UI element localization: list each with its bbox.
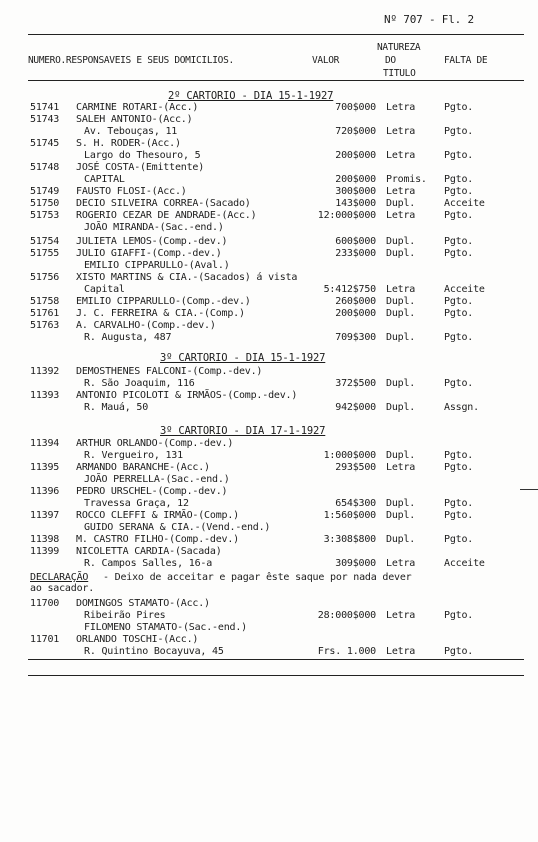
entry-number: 51745: [30, 138, 60, 149]
entry-valor: 700$000: [335, 102, 376, 113]
entry-natureza: Dupl.: [386, 198, 416, 209]
entry-valor: 942$000: [335, 402, 376, 413]
entry-text: R. Augusta, 487: [84, 332, 172, 343]
entry-falta: Pgto.: [444, 308, 474, 319]
entry-falta: Pgto.: [444, 296, 474, 307]
entry-text: ARTHUR ORLANDO-(Comp.-dev.): [76, 438, 234, 449]
entry-number: 11398: [30, 534, 60, 545]
entry-natureza: Letra: [386, 646, 416, 657]
entry-natureza: Dupl.: [386, 308, 416, 319]
entry-text: DECIO SILVEIRA CORREA-(Sacado): [76, 198, 251, 209]
entry-text: DOMINGOS STAMATO-(Acc.): [76, 598, 210, 609]
declaracao-text-2: ao sacador.: [30, 583, 95, 594]
entry-text: R. Mauá, 50: [84, 402, 149, 413]
declaracao-label: DECLARAÇÃO: [30, 572, 89, 583]
entry-falta: Assgn.: [444, 402, 479, 413]
entry-natureza: Dupl.: [386, 296, 416, 307]
entry-valor: 372$500: [335, 378, 376, 389]
entry-number: 51748: [30, 162, 60, 173]
entry-natureza: Dupl.: [386, 498, 416, 509]
entry-falta: Pgto.: [444, 378, 474, 389]
entry-valor: 709$300: [335, 332, 376, 343]
entry-text: PEDRO URSCHEL-(Comp.-dev.): [76, 486, 228, 497]
entry-natureza: Dupl.: [386, 378, 416, 389]
entry-number: 11395: [30, 462, 60, 473]
entry-number: 51743: [30, 114, 60, 125]
entry-text: JOÃO MIRANDA-(Sac.-end.): [84, 222, 224, 233]
entry-natureza: Letra: [386, 284, 416, 295]
entry-text: R. Campos Salles, 16-a: [84, 558, 213, 569]
entry-falta: Pgto.: [444, 534, 474, 545]
entry-valor: 720$000: [335, 126, 376, 137]
entry-text: FAUSTO FLOSI-(Acc.): [76, 186, 187, 197]
entry-natureza: Letra: [386, 102, 416, 113]
entry-text: NICOLETTA CARDIA-(Sacada): [76, 546, 222, 557]
entry-number: 51756: [30, 272, 60, 283]
entry-natureza: Promis.: [386, 174, 427, 185]
declaracao-text: - Deixo de acceitar e pagar êste saque por nada dever: [103, 572, 412, 583]
bottom-rule: [28, 675, 524, 676]
entry-valor: 3:308$800: [323, 534, 376, 545]
entry-text: Av. Tebouças, 11: [84, 126, 178, 137]
entry-natureza: Letra: [386, 186, 416, 197]
entry-falta: Pgto.: [444, 248, 474, 259]
column-header-valor: VALOR: [312, 55, 340, 66]
entry-falta: Pgto.: [444, 102, 474, 113]
entry-valor: 200$000: [335, 174, 376, 185]
entry-valor: 5:412$750: [323, 284, 376, 295]
entry-number: 11399: [30, 546, 60, 557]
entry-valor: 200$000: [335, 308, 376, 319]
column-header-natureza-3: TITULO: [383, 68, 416, 79]
entry-valor: 260$000: [335, 296, 376, 307]
entry-natureza: Letra: [386, 610, 416, 621]
entry-number: 11396: [30, 486, 60, 497]
entry-natureza: Letra: [386, 150, 416, 161]
entry-text: ORLANDO TOSCHI-(Acc.): [76, 634, 199, 645]
entry-number: 51741: [30, 102, 60, 113]
page-ref: Nº 707 - Fl. 2: [384, 13, 474, 26]
entry-number: 51750: [30, 198, 60, 209]
entry-number: 11394: [30, 438, 60, 449]
entry-number: 51754: [30, 236, 60, 247]
entry-natureza: Letra: [386, 126, 416, 137]
entry-text: ROCCO CLEFFI & IRMÃO-(Comp.): [76, 510, 239, 521]
entry-text: Travessa Graça, 12: [84, 498, 189, 509]
entry-valor: 28:000$000: [317, 610, 376, 621]
entry-text: FILOMENO STAMATO-(Sac.-end.): [84, 622, 247, 633]
section-title: 2º CARTORIO - DIA 15-1-1927: [168, 90, 334, 102]
entry-falta: Pgto.: [444, 236, 474, 247]
entry-text: DEMOSTHENES FALCONI-(Comp.-dev.): [76, 366, 263, 377]
entry-falta: Pgto.: [444, 150, 474, 161]
entry-text: J. C. FERREIRA & CIA.-(Comp.): [76, 308, 245, 319]
entry-text: JOÃO PERRELLA-(Sac.-end.): [84, 474, 230, 485]
entry-falta: Pgto.: [444, 498, 474, 509]
top-rule: [28, 34, 524, 35]
entry-valor: 1:560$000: [323, 510, 376, 521]
entry-text: JULIETA LEMOS-(Comp.-dev.): [76, 236, 228, 247]
entry-number: 51755: [30, 248, 60, 259]
entry-number: 11700: [30, 598, 60, 609]
entry-text: SALEH ANTONIO-(Acc.): [76, 114, 193, 125]
entry-text: R. São Joaquim, 116: [84, 378, 195, 389]
entry-valor: 200$000: [335, 150, 376, 161]
entry-valor: 654$300: [335, 498, 376, 509]
entry-natureza: Dupl.: [386, 510, 416, 521]
entry-falta: Pgto.: [444, 332, 474, 343]
entry-number: 51763: [30, 320, 60, 331]
entry-number: 51758: [30, 296, 60, 307]
entry-text: ARMANDO BARANCHE-(Acc.): [76, 462, 210, 473]
section-title: 3º CARTORIO - DIA 15-1-1927: [160, 352, 326, 364]
entry-text: ANTONIO PICOLOTI & IRMÃOS-(Comp.-dev.): [76, 390, 298, 401]
entry-valor: 12:000$000: [317, 210, 376, 221]
entry-text: R. Vergueiro, 131: [84, 450, 183, 461]
entry-text: EMILIO CIPPARULLO-(Aval.): [84, 260, 230, 271]
entry-natureza: Letra: [386, 210, 416, 221]
entry-number: 11397: [30, 510, 60, 521]
entry-text: Largo do Thesouro, 5: [84, 150, 201, 161]
entry-falta: Pgto.: [444, 210, 474, 221]
entry-text: CARMINE ROTARI-(Acc.): [76, 102, 199, 113]
entry-falta: Pgto.: [444, 126, 474, 137]
entry-text: M. CASTRO FILHO-(Comp.-dev.): [76, 534, 239, 545]
entry-text: CAPITAL: [84, 174, 125, 185]
entry-natureza: Dupl.: [386, 534, 416, 545]
entry-text: XISTO MARTINS & CIA.-(Sacados) á vista: [76, 272, 298, 283]
entry-falta: Pgto.: [444, 450, 474, 461]
entry-valor: 600$000: [335, 236, 376, 247]
entry-valor: Frs. 1.000: [317, 646, 376, 657]
entry-falta: Pgto.: [444, 510, 474, 521]
entry-falta: Pgto.: [444, 646, 474, 657]
entry-text: EMILIO CIPPARULLO-(Comp.-dev.): [76, 296, 251, 307]
entry-text: Capital: [84, 284, 125, 295]
entry-text: GUIDO SERANA & CIA.-(Vend.-end.): [84, 522, 271, 533]
entry-natureza: Dupl.: [386, 332, 416, 343]
column-header-natureza-2: DO: [385, 55, 396, 66]
entry-valor: 293$500: [335, 462, 376, 473]
entry-text: S. H. RODER-(Acc.): [76, 138, 181, 149]
entry-text: A. CARVALHO-(Comp.-dev.): [76, 320, 216, 331]
header-rule: [28, 80, 524, 81]
entry-text: JULIO GIAFFI-(Comp.-dev.): [76, 248, 222, 259]
entry-natureza: Dupl.: [386, 236, 416, 247]
entry-number: 51753: [30, 210, 60, 221]
entry-falta: Pgto.: [444, 186, 474, 197]
entry-falta: Acceite: [444, 284, 485, 295]
entry-falta: Pgto.: [444, 462, 474, 473]
entry-number: 11393: [30, 390, 60, 401]
margin-mark: [520, 489, 538, 490]
entry-number: 51761: [30, 308, 60, 319]
entry-text: R. Quintino Bocayuva, 45: [84, 646, 224, 657]
column-header-natureza-1: NATUREZA: [377, 42, 421, 53]
entry-valor: 233$000: [335, 248, 376, 259]
entry-falta: Acceite: [444, 198, 485, 209]
entry-number: 51749: [30, 186, 60, 197]
entry-natureza: Dupl.: [386, 450, 416, 461]
entry-falta: Pgto.: [444, 174, 474, 185]
entry-natureza: Dupl.: [386, 402, 416, 413]
entry-number: 11701: [30, 634, 60, 645]
entry-valor: 143$000: [335, 198, 376, 209]
column-header-numero: NUMERO.RESPONSAVEIS E SEUS DOMICILIOS.: [28, 55, 234, 66]
entry-falta: Pgto.: [444, 610, 474, 621]
entry-text: ROGERIO CEZAR DE ANDRADE-(Acc.): [76, 210, 257, 221]
entry-text: Ribeirão Pires: [84, 610, 166, 621]
bottom-rule: [28, 659, 524, 660]
entry-text: JOSÉ COSTA-(Emittente): [76, 162, 205, 173]
entry-valor: 1:000$000: [323, 450, 376, 461]
entry-falta: Acceite: [444, 558, 485, 569]
section-title: 3º CARTORIO - DIA 17-1-1927: [160, 425, 326, 437]
entry-number: 11392: [30, 366, 60, 377]
entry-natureza: Letra: [386, 558, 416, 569]
entry-natureza: Dupl.: [386, 248, 416, 259]
entry-natureza: Letra: [386, 462, 416, 473]
entry-valor: 309$000: [335, 558, 376, 569]
entry-valor: 300$000: [335, 186, 376, 197]
column-header-falta: FALTA DE: [444, 55, 488, 66]
